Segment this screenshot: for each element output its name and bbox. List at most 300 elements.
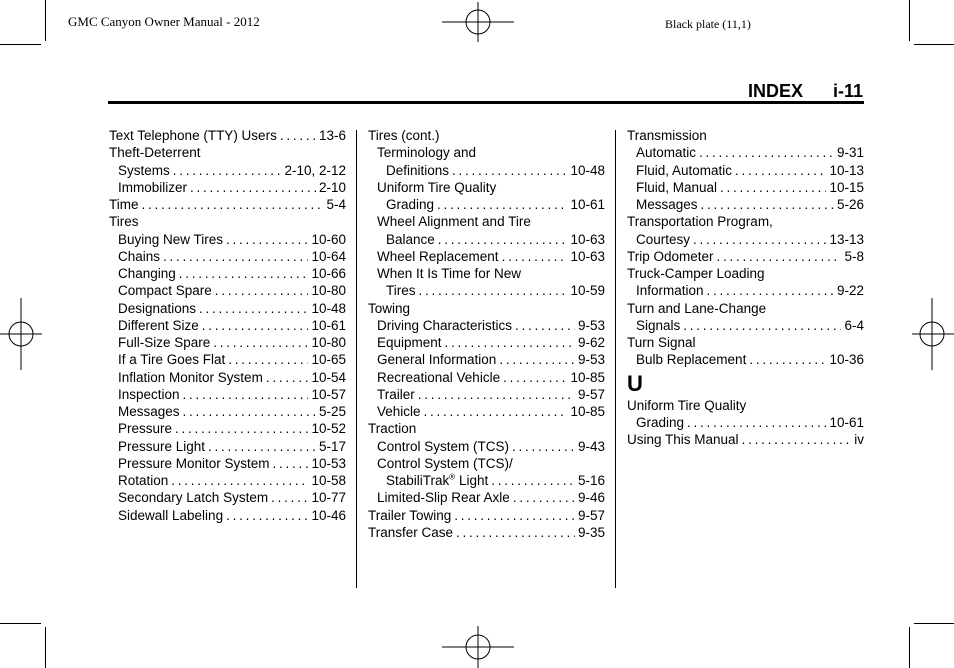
dot-leader	[438, 231, 568, 248]
index-entry-text: Transmission	[627, 128, 707, 143]
index-entry-term	[627, 397, 746, 414]
index-page-ref[interactable]: 9-22	[836, 283, 864, 299]
index-page-ref[interactable]: 10-48	[570, 162, 605, 178]
index-entry-text: Control System (TCS)/	[377, 455, 513, 471]
index-entry-text: Messages	[636, 197, 698, 212]
index-entry-term	[118, 420, 172, 437]
index-entry	[368, 179, 605, 196]
index-entry-term	[377, 386, 415, 403]
index-entry-term	[118, 369, 263, 386]
index-entry	[368, 300, 605, 317]
index-entry	[109, 351, 346, 368]
index-entry-term	[368, 127, 440, 144]
index-entry-text: Pressure	[118, 421, 173, 437]
dot-leader	[179, 265, 309, 282]
index-entry-text: Balance	[386, 231, 435, 247]
index-entry-text: Turn Signal	[627, 335, 696, 350]
index-entry-text: Inspection	[118, 386, 180, 402]
index-entry-text: Uniform Tire Quality	[627, 397, 747, 413]
index-entry-term	[636, 317, 680, 334]
index-entry	[109, 196, 346, 213]
index-page-ref[interactable]: 10-13	[829, 162, 864, 178]
index-entry-text: Systems	[118, 162, 170, 178]
index-entry-term	[627, 431, 739, 448]
index-entry	[109, 144, 346, 161]
index-entry-term	[636, 144, 696, 161]
index-entry	[627, 317, 864, 334]
index-entry	[109, 162, 346, 179]
crop-mark	[0, 623, 41, 624]
index-entry-term	[377, 265, 521, 282]
index-entry-term	[627, 213, 773, 230]
index-entry-term	[636, 231, 690, 248]
index-entry-text: Terminology and	[377, 145, 477, 161]
index-entry-term	[118, 472, 168, 489]
index-entry-term	[118, 489, 268, 506]
title-rule	[108, 101, 864, 104]
index-page-ref[interactable]: 6-4	[844, 317, 864, 333]
dot-leader	[163, 248, 308, 265]
index-entry-text: Fluid, Automatic	[636, 162, 733, 178]
index-entry-text: Full-Size Spare	[118, 335, 211, 350]
running-header-left: GMC Canyon Owner Manual - 2012	[68, 14, 260, 29]
index-entry-term	[118, 334, 210, 351]
page-title: INDEX i-11	[747, 81, 863, 101]
index-entry	[109, 507, 346, 524]
index-page-ref[interactable]: 5-4	[326, 197, 346, 212]
crop-mark	[45, 627, 46, 668]
dot-leader	[418, 386, 575, 403]
index-entry	[368, 213, 605, 230]
index-entry	[627, 179, 864, 196]
index-entry	[109, 213, 346, 230]
index-entry-term	[109, 213, 139, 230]
index-entry-text: Information	[636, 283, 704, 299]
index-entry-text: Driving Characteristics	[377, 317, 513, 333]
dot-leader	[208, 438, 316, 455]
index-entry-text: Vehicle	[377, 404, 421, 419]
index-entry-text: Automatic	[636, 145, 697, 161]
index-entry	[627, 351, 864, 368]
index-entry-text: Sidewall Labeling	[118, 507, 224, 523]
index-entry	[109, 248, 346, 265]
index-page-ref[interactable]: 9-57	[577, 386, 605, 402]
index-entry-text: Using This Manual	[627, 432, 739, 447]
dot-leader	[199, 300, 308, 317]
index-entry	[109, 300, 346, 317]
index-entry-term	[377, 369, 500, 386]
index-entry-text: Rotation	[118, 473, 169, 488]
index-entry-text: When It Is Time for New	[377, 266, 522, 281]
index-page-ref[interactable]: 5-17	[318, 438, 346, 454]
dot-leader	[491, 472, 575, 489]
index-entry-term	[636, 196, 698, 213]
index-page-ref[interactable]: 10-58	[311, 473, 346, 488]
index-entry-text: Signals	[636, 317, 681, 333]
index-entry-text: Trailer Towing	[368, 507, 452, 523]
dot-leader	[215, 282, 309, 299]
crop-mark	[914, 623, 954, 624]
index-entry-term	[118, 179, 187, 196]
index-entry-text: Equipment	[377, 335, 442, 350]
index-page-ref[interactable]: 10-85	[570, 404, 605, 419]
index-entry-text: Transfer Case	[368, 524, 454, 540]
index-entry	[368, 438, 605, 455]
index-entry-term	[386, 196, 434, 213]
index-entry	[627, 334, 864, 351]
index-entry	[109, 438, 346, 455]
dot-leader	[226, 231, 308, 248]
index-page-ref[interactable]: 10-60	[311, 231, 346, 247]
index-entry	[109, 179, 346, 196]
index-entry-text: Recreational Vehicle	[377, 369, 501, 385]
dot-leader	[419, 282, 568, 299]
dot-leader	[513, 489, 575, 506]
index-entry-text: Pressure Light	[118, 438, 206, 454]
index-entry	[368, 144, 605, 161]
index-entry-text-suffix: Light	[455, 473, 489, 488]
dot-leader	[742, 431, 852, 448]
index-entry-term	[636, 162, 732, 179]
index-entry-term	[377, 317, 512, 334]
index-entry-term	[377, 403, 421, 420]
index-entry	[109, 420, 346, 437]
column-divider	[356, 130, 357, 588]
dot-leader	[749, 351, 826, 368]
dot-leader	[720, 179, 826, 196]
index-entry	[627, 231, 864, 248]
registration-mark-top	[442, 2, 514, 42]
index-entry-text: Inflation Monitor System	[118, 369, 263, 385]
index-page-ref[interactable]: 10-66	[311, 266, 346, 281]
index-page-ref[interactable]: 10-54	[311, 369, 346, 385]
index-entry-term	[627, 248, 714, 265]
index-entry-text: Designations	[118, 300, 197, 316]
index-page-ref[interactable]: 9-43	[577, 438, 605, 454]
index-page-ref[interactable]: 10-63	[570, 248, 605, 264]
dot-leader	[503, 369, 567, 386]
index-entry-term	[118, 162, 170, 179]
index-entry-term	[377, 351, 496, 368]
index-entry	[368, 231, 605, 248]
dot-leader	[271, 489, 308, 506]
index-page-ref[interactable]: 5-8	[844, 248, 864, 264]
index-entry	[368, 265, 605, 282]
index-entry-text: Trip Odometer	[627, 248, 714, 264]
index-entry	[368, 472, 605, 489]
dot-leader	[437, 196, 567, 213]
index-entry-text: Grading	[386, 197, 435, 212]
index-entry-text: Grading	[636, 414, 685, 430]
index-page-ref[interactable]: 2-10, 2-12	[284, 162, 346, 178]
index-page-ref[interactable]: iv	[854, 432, 864, 447]
index-entry-term	[118, 403, 180, 420]
index-entry	[368, 403, 605, 420]
dot-leader	[707, 282, 834, 299]
index-page-ref[interactable]: 9-62	[577, 335, 605, 350]
index-entry-text: General Information	[377, 352, 497, 368]
index-entry-text: Towing	[368, 300, 411, 316]
index-entry-term	[118, 282, 212, 299]
index-page-ref[interactable]: 10-61	[570, 197, 605, 212]
index-entry-text: Transportation Program,	[627, 214, 773, 230]
index-entry	[109, 127, 346, 144]
dot-leader	[454, 507, 575, 524]
index-entry	[109, 231, 346, 248]
crop-mark	[909, 0, 910, 41]
index-page-ref[interactable]: 9-57	[577, 507, 605, 523]
index-entry-text: Changing	[118, 266, 176, 281]
index-entry-term	[109, 127, 277, 144]
index-entry-term	[118, 300, 196, 317]
crop-mark	[909, 627, 910, 668]
index-entry	[109, 386, 346, 403]
index-page-ref[interactable]: 5-25	[318, 404, 346, 419]
index-entry-text: Truck-Camper Loading	[627, 266, 765, 281]
index-entry-term	[368, 507, 451, 524]
index-entry-term	[377, 455, 513, 472]
dot-leader	[171, 472, 308, 489]
index-entry-text: Uniform Tire Quality	[377, 179, 497, 195]
index-page-ref[interactable]: 10-61	[829, 414, 864, 430]
index-entry	[627, 282, 864, 299]
dot-leader	[699, 144, 834, 161]
column-divider	[615, 130, 616, 588]
index-entry	[368, 369, 605, 386]
index-entry-term	[377, 438, 509, 455]
index-page-ref[interactable]: 13-13	[829, 231, 864, 247]
index-entry	[627, 414, 864, 431]
dot-leader	[515, 317, 575, 334]
index-page-ref[interactable]: 5-16	[577, 473, 605, 488]
index-entry-text: Definitions	[386, 162, 450, 178]
index-entry	[627, 144, 864, 161]
index-entry-term	[377, 248, 499, 265]
dot-leader	[452, 162, 567, 179]
registration-mark-bottom	[442, 626, 514, 668]
dot-leader	[424, 403, 568, 420]
index-entry-term	[118, 317, 199, 334]
index-page-ref[interactable]: 10-15	[829, 179, 864, 195]
index-entry	[627, 196, 864, 213]
index-entry	[368, 489, 605, 506]
index-entry-term	[118, 507, 223, 524]
dot-leader	[456, 524, 575, 541]
index-entry	[368, 282, 605, 299]
index-entry-text: Messages	[118, 404, 180, 419]
index-page-ref[interactable]: 10-65	[311, 352, 346, 368]
dot-leader	[502, 248, 568, 265]
registration-mark-left	[0, 298, 42, 370]
index-entry-term	[377, 213, 531, 230]
index-page-ref[interactable]: 13-6	[318, 128, 346, 143]
running-header-right: Black plate (11,1)	[665, 17, 751, 31]
dot-leader	[183, 386, 309, 403]
dot-leader	[701, 196, 834, 213]
index-entry-term	[377, 144, 476, 161]
index-entry	[627, 213, 864, 230]
index-page-ref[interactable]: 10-59	[570, 283, 605, 299]
index-entry	[627, 162, 864, 179]
dot-leader	[173, 162, 282, 179]
index-entry	[368, 162, 605, 179]
index-entry	[627, 431, 864, 448]
index-entry	[368, 524, 605, 541]
index-entry-term	[386, 231, 435, 248]
index-page-ref[interactable]: 10-85	[570, 369, 605, 385]
index-entry	[627, 127, 864, 144]
index-entry-term	[118, 351, 225, 368]
index-entry-text: Control System (TCS)	[377, 438, 510, 454]
index-entry-term	[627, 300, 766, 317]
index-entry	[368, 507, 605, 524]
crop-mark	[914, 44, 954, 45]
index-entry-text: Different Size	[118, 317, 199, 333]
index-entry-term	[368, 524, 453, 541]
index-entry-term	[368, 420, 416, 437]
index-entry-text: Bulb Replacement	[636, 352, 747, 368]
index-letter-heading: U	[627, 370, 643, 396]
index-entry	[109, 317, 346, 334]
index-entry-term	[118, 438, 205, 455]
index-entry-term	[377, 489, 510, 506]
index-page-ref[interactable]: 2-10	[318, 179, 346, 195]
index-page-ref[interactable]: 10-57	[311, 386, 346, 402]
index-column-3	[627, 127, 864, 448]
index-entry	[109, 334, 346, 351]
index-entry-text: Tires	[109, 214, 139, 230]
index-entry-term	[627, 265, 765, 282]
dot-leader	[445, 334, 575, 351]
index-page-ref[interactable]: 10-61	[311, 317, 346, 333]
dot-leader	[142, 196, 324, 213]
index-entry-text: Immobilizer	[118, 179, 188, 195]
index-entry-term	[627, 127, 707, 144]
index-page-ref[interactable]: 10-80	[311, 283, 346, 299]
dot-leader	[213, 334, 308, 351]
index-entry-term	[109, 196, 139, 213]
index-page-ref[interactable]: 9-53	[577, 352, 605, 368]
index-entry	[109, 369, 346, 386]
index-entry-term	[636, 414, 684, 431]
dot-leader	[273, 455, 309, 472]
index-entry	[109, 282, 346, 299]
index-page-ref[interactable]: 9-46	[577, 490, 605, 506]
index-entry	[368, 420, 605, 437]
index-page-ref[interactable]: 10-63	[570, 231, 605, 247]
dot-leader	[687, 414, 826, 431]
dot-leader	[266, 369, 309, 386]
index-entry	[368, 386, 605, 403]
index-entry-term	[627, 334, 696, 351]
index-entry	[368, 317, 605, 334]
index-entry	[368, 127, 605, 144]
index-page-ref[interactable]: 5-26	[836, 197, 864, 212]
crop-mark	[0, 44, 41, 45]
index-entry-term	[636, 179, 717, 196]
index-entry-term	[118, 248, 160, 265]
index-column-1	[109, 127, 346, 524]
index-entry-term	[118, 386, 180, 403]
index-entry	[627, 248, 864, 265]
index-entry	[109, 472, 346, 489]
index-page-ref[interactable]: 9-31	[836, 145, 864, 161]
index-entry	[368, 248, 605, 265]
index-entry-term	[386, 282, 416, 299]
dot-leader	[202, 317, 309, 334]
index-entry-text: Compact Spare	[118, 283, 212, 299]
index-page-ref[interactable]: 10-36	[829, 352, 864, 368]
index-entry-term	[118, 265, 176, 282]
registration-mark-right	[912, 298, 954, 370]
index-entry-term	[636, 282, 704, 299]
index-entry-text: If a Tire Goes Flat	[118, 352, 226, 368]
index-entry	[627, 300, 864, 317]
index-page-ref[interactable]: 10-48	[311, 300, 346, 316]
index-page-ref[interactable]: 9-53	[577, 317, 605, 333]
index-entry-term	[377, 179, 496, 196]
index-page-ref[interactable]: 10-52	[311, 421, 346, 437]
index-entry-term	[377, 334, 442, 351]
index-entry-text: Time	[109, 197, 139, 212]
index-entry-term	[118, 455, 270, 472]
index-entry	[368, 196, 605, 213]
index-entry	[368, 334, 605, 351]
index-entry-text: Courtesy	[636, 231, 691, 247]
index-entry	[109, 455, 346, 472]
index-entry	[627, 397, 864, 414]
index-entry-term	[386, 472, 488, 489]
index-page-ref[interactable]: 10-77	[311, 490, 346, 506]
index-entry	[368, 455, 605, 472]
index-entry	[109, 403, 346, 420]
index-page-ref[interactable]: 10-46	[311, 507, 346, 523]
index-entry-term	[636, 351, 746, 368]
index-entry-text: Trailer	[377, 386, 415, 402]
dot-leader	[226, 507, 308, 524]
index-entry-text: Wheel Replacement	[377, 248, 499, 264]
index-entry-text: Secondary Latch System	[118, 490, 269, 506]
index-entry-text: Limited-Slip Rear Axle	[377, 490, 510, 506]
index-entry-text: Pressure Monitor System	[118, 455, 270, 471]
index-entry-text: Theft-Deterrent	[109, 145, 201, 161]
index-entry-text: Tires	[386, 283, 416, 299]
index-entry-term	[386, 162, 449, 179]
index-entry-text: StabiliTrak	[386, 473, 450, 488]
index-entry-term	[109, 144, 201, 161]
index-entry-text: Text Telephone (TTY) Users	[109, 128, 277, 143]
index-page-ref[interactable]: 9-35	[577, 524, 605, 540]
dot-leader	[183, 403, 316, 420]
dot-leader	[228, 351, 308, 368]
dot-leader	[683, 317, 841, 334]
index-page-ref[interactable]: 10-53	[311, 455, 346, 471]
index-entry-text: Chains	[118, 248, 161, 264]
index-page-ref[interactable]: 10-80	[311, 335, 346, 350]
index-page-ref[interactable]: 10-64	[311, 248, 346, 264]
registered-mark: ®	[449, 472, 456, 482]
dot-leader	[175, 420, 308, 437]
dot-leader	[512, 438, 575, 455]
index-entry-term	[118, 231, 223, 248]
dot-leader	[499, 351, 575, 368]
index-entry-text: Wheel Alignment and Tire	[377, 214, 531, 230]
dot-leader	[693, 231, 826, 248]
dot-leader	[190, 179, 316, 196]
index-entry-text: Tires (cont.)	[368, 128, 440, 143]
index-entry	[109, 489, 346, 506]
index-entry-text: Turn and Lane-Change	[627, 300, 767, 316]
